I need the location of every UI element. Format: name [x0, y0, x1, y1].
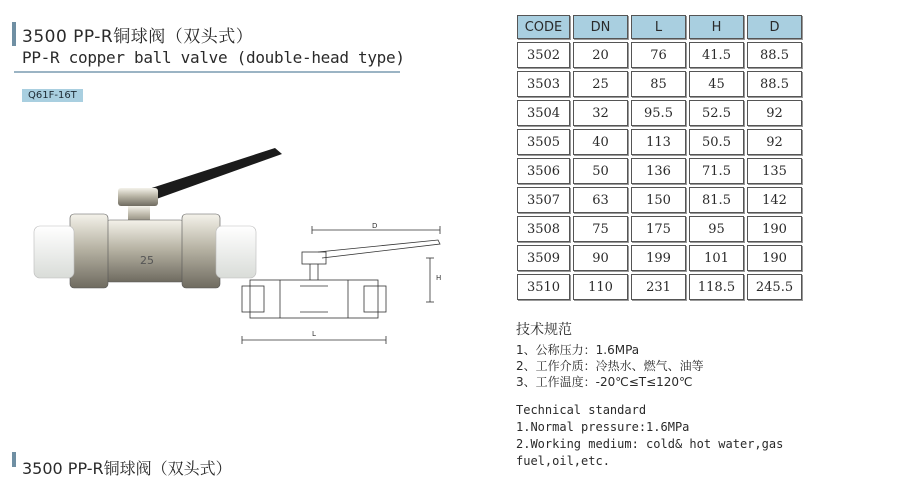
cell-dn: 75 [573, 216, 628, 242]
cell-l: 113 [631, 129, 686, 155]
table-row [517, 158, 802, 184]
model-badge: Q61F-16T [22, 89, 83, 102]
cell-l: 95.5 [631, 100, 686, 126]
cell-code: 3505 [517, 129, 570, 155]
table-row [517, 216, 802, 242]
cell-dn: 110 [573, 274, 628, 300]
tech-en-line: 1.Normal pressure:1.6MPa [516, 420, 690, 434]
tech-en-line: fuel,oil,etc. [516, 454, 610, 468]
tech-cn-line: 1、公称压力：1.6MPa [516, 343, 640, 357]
cell-h: 45 [689, 71, 744, 97]
table-header-row [517, 15, 802, 39]
cell-h: 71.5 [689, 158, 744, 184]
table-row [517, 245, 802, 271]
cell-h: 41.5 [689, 42, 744, 68]
tech-cn-line: 3、工作温度：-20℃≤T≤120℃ [516, 375, 693, 389]
tech-cn-line: 2、工作介质：冷热水、燃气、油等 [516, 359, 704, 373]
title-underline [14, 71, 400, 73]
dim-h-label: H [436, 274, 442, 282]
cell-d: 142 [747, 187, 802, 213]
cell-dn: 40 [573, 129, 628, 155]
cell-d: 135 [747, 158, 802, 184]
cell-h: 52.5 [689, 100, 744, 126]
cell-d: 92 [747, 100, 802, 126]
cell-h: 118.5 [689, 274, 744, 300]
table-row [517, 274, 802, 300]
tech-en-line: 2.Working medium: cold& hot water,gas [516, 437, 784, 451]
cell-l: 175 [631, 216, 686, 242]
next-product-title: 3500 PP-R铜球阀（双头式） [22, 459, 232, 478]
valve-drawing [240, 222, 470, 352]
cell-l: 231 [631, 274, 686, 300]
cell-d: 190 [747, 245, 802, 271]
cell-l: 136 [631, 158, 686, 184]
cell-d: 92 [747, 129, 802, 155]
tech-standard-cn [516, 319, 704, 390]
title-accent-bar [12, 22, 16, 46]
cell-code: 3503 [517, 71, 570, 97]
cell-dn: 63 [573, 187, 628, 213]
cell-code: 3506 [517, 158, 570, 184]
cell-d: 245.5 [747, 274, 802, 300]
col-header-h: H [689, 15, 744, 39]
body-mark: 25 [140, 254, 154, 267]
spec-table [514, 12, 805, 303]
cell-dn: 50 [573, 158, 628, 184]
cell-l: 199 [631, 245, 686, 271]
cell-dn: 32 [573, 100, 628, 126]
table-row [517, 100, 802, 126]
tech-en-heading: Technical standard [516, 403, 647, 417]
cell-dn: 25 [573, 71, 628, 97]
cell-d: 88.5 [747, 71, 802, 97]
product-title-en: PP-R copper ball valve (double-head type) [22, 48, 405, 67]
table-row [517, 42, 802, 68]
dim-l-label: L [312, 330, 316, 338]
cell-code: 3510 [517, 274, 570, 300]
cell-code: 3507 [517, 187, 570, 213]
footer-accent-bar [12, 452, 16, 467]
tech-standard-en [516, 402, 783, 470]
cell-h: 95 [689, 216, 744, 242]
cell-h: 81.5 [689, 187, 744, 213]
product-title-cn: 3500 PP-R铜球阀（双头式） [22, 27, 254, 47]
cell-h: 101 [689, 245, 744, 271]
table-row [517, 129, 802, 155]
col-header-code: CODE [517, 15, 570, 39]
cell-code: 3509 [517, 245, 570, 271]
cell-d: 190 [747, 216, 802, 242]
dim-d-label: D [372, 222, 378, 230]
cell-l: 150 [631, 187, 686, 213]
table-row [517, 187, 802, 213]
cell-code: 3508 [517, 216, 570, 242]
tech-cn-heading: 技术规范 [516, 322, 572, 338]
cell-dn: 20 [573, 42, 628, 68]
cell-h: 50.5 [689, 129, 744, 155]
cell-code: 3502 [517, 42, 570, 68]
cell-l: 76 [631, 42, 686, 68]
col-header-d: D [747, 15, 802, 39]
cell-d: 88.5 [747, 42, 802, 68]
col-header-dn: DN [573, 15, 628, 39]
table-row [517, 71, 802, 97]
col-header-l: L [631, 15, 686, 39]
cell-code: 3504 [517, 100, 570, 126]
cell-dn: 90 [573, 245, 628, 271]
cell-l: 85 [631, 71, 686, 97]
